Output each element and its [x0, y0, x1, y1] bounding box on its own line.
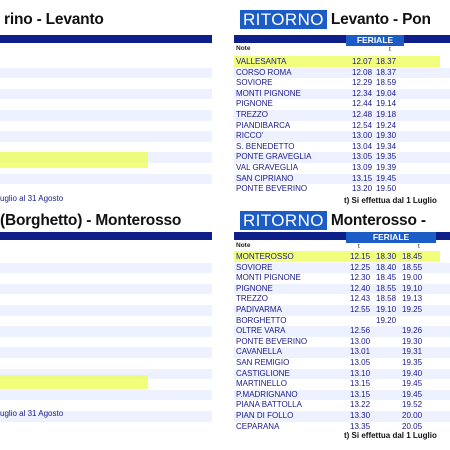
table-row — [234, 57, 450, 68]
departure-time: 12.25 — [350, 262, 371, 272]
stop-name: PIGNONE — [236, 99, 273, 109]
bottom-left-footer: uglio al 31 Agosto — [0, 409, 64, 418]
table-row — [0, 326, 212, 337]
stop-name: PIAN DI FOLLO — [236, 411, 294, 420]
departure-time: 18.59 — [376, 78, 397, 88]
table-row — [234, 263, 450, 274]
table-row — [0, 142, 212, 153]
bottom-right-footer-text: t) Si effettua dal 1 Luglio — [344, 431, 437, 440]
top-left-blue-bar — [0, 35, 212, 43]
table-row — [234, 99, 450, 110]
top-right-panel — [234, 10, 450, 206]
departure-time: 13.15 — [352, 173, 373, 183]
bottom-feriale-label: FERIALE — [346, 232, 436, 243]
table-row — [234, 273, 450, 284]
departure-time: 19.52 — [402, 400, 423, 410]
stop-name: SOVIORE — [236, 262, 273, 272]
table-row — [0, 337, 212, 348]
stop-name: MONTI PIGNONE — [236, 88, 301, 98]
stop-name: MARTINELLO — [236, 379, 287, 389]
table-row — [234, 379, 450, 390]
stop-name: SAN REMIGIO — [236, 358, 290, 367]
departure-time: 19.45 — [376, 173, 397, 183]
table-row — [234, 369, 450, 380]
table-row — [0, 294, 212, 305]
departure-time: 12.30 — [350, 273, 371, 283]
departure-time: 13.05 — [352, 152, 373, 162]
table-row — [234, 89, 450, 100]
departure-time: 19.39 — [376, 163, 397, 172]
table-row — [0, 57, 212, 68]
departure-time: 19.14 — [376, 99, 397, 109]
departure-time: 19.04 — [376, 88, 397, 98]
stop-name: PADIVARMA — [236, 305, 282, 314]
departure-time: 19.25 — [402, 305, 423, 314]
table-row — [0, 78, 212, 89]
stop-name: CASTIGLIONE — [236, 368, 290, 378]
stop-name: PIGNONE — [236, 283, 273, 293]
table-row — [0, 263, 212, 274]
departure-time: 12.07 — [352, 57, 373, 66]
stop-name: P.MADRIGNANO — [236, 389, 298, 399]
departure-time: 12.43 — [350, 294, 371, 304]
top-right-footer — [344, 196, 437, 205]
table-row — [0, 99, 212, 110]
table-row — [234, 68, 450, 79]
table-row — [0, 131, 212, 142]
table-row — [234, 284, 450, 295]
departure-time: 19.40 — [402, 368, 423, 378]
departure-time: 13.00 — [350, 336, 371, 346]
table-row — [0, 316, 212, 327]
table-row — [234, 390, 450, 401]
departure-time: 19.45 — [402, 389, 423, 399]
table-row — [0, 422, 212, 433]
departure-time: 19.10 — [376, 305, 397, 314]
departure-time: 18.55 — [376, 283, 397, 293]
top-right-title: Levanto - Pon — [330, 10, 431, 28]
stop-name: BORGHETTO — [236, 315, 287, 325]
departure-time: 18.55 — [402, 262, 423, 272]
departure-time: 12.55 — [350, 305, 371, 314]
stop-name: RICCO' — [236, 131, 264, 141]
bottom-note-header: Note — [236, 242, 251, 249]
stop-name: SOVIORE — [236, 78, 273, 88]
stop-name: VAL GRAVEGLIA — [236, 163, 299, 172]
table-row — [0, 110, 212, 121]
departure-time: 13.22 — [350, 400, 371, 410]
stop-name: PONTE BEVERINO — [236, 336, 308, 346]
table-row — [234, 294, 450, 305]
table-row — [0, 305, 212, 316]
table-row — [234, 326, 450, 337]
departure-time: 13.15 — [350, 379, 371, 389]
departure-time: 13.20 — [352, 184, 373, 194]
table-row — [234, 184, 450, 195]
departure-time: 18.30 — [376, 252, 397, 261]
bottom-left-title-bar — [0, 211, 212, 230]
departure-time: 19.34 — [376, 141, 397, 151]
stop-name: PONTE BEVERINO — [236, 184, 308, 194]
table-row — [0, 174, 212, 185]
bottom-left-panel — [0, 211, 212, 450]
departure-time: 19.26 — [402, 326, 423, 336]
departure-time: 20.00 — [402, 411, 423, 420]
departure-time: 19.31 — [402, 347, 423, 357]
departure-time: 19.24 — [376, 120, 397, 130]
top-note-header: Note — [236, 45, 251, 52]
table-row — [0, 390, 212, 401]
bottom-right-title: Monterosso - — [330, 211, 426, 229]
top-right-title-bar — [240, 10, 450, 29]
table-row — [234, 358, 450, 369]
stop-name: VALLESANTA — [236, 57, 287, 66]
table-row — [234, 163, 450, 174]
departure-time: 13.35 — [350, 421, 371, 431]
departure-time: 18.37 — [376, 57, 397, 66]
stop-name: MONTI PIGNONE — [236, 273, 301, 283]
departure-time: 18.58 — [376, 294, 397, 304]
stop-name: PONTE GRAVEGLIA — [236, 152, 312, 162]
table-row — [234, 411, 450, 422]
departure-time: 19.30 — [402, 336, 423, 346]
stop-name: S. BENEDETTO — [236, 141, 295, 151]
departure-time: 12.44 — [352, 99, 373, 109]
bottom-right-title-bar — [240, 211, 450, 230]
table-row — [234, 110, 450, 121]
table-row — [234, 174, 450, 185]
stop-name: TREZZO — [236, 294, 268, 304]
departure-time: 13.01 — [350, 347, 371, 357]
top-t-header: t — [389, 46, 391, 53]
table-row — [234, 337, 450, 348]
table-row — [234, 305, 450, 316]
departure-time: 12.40 — [350, 283, 371, 293]
table-row — [234, 152, 450, 163]
bottom-left-title: (Borghetto) - Monterosso — [0, 211, 182, 229]
departure-time: 19.50 — [376, 184, 397, 194]
table-row — [0, 68, 212, 79]
bottom-right-panel — [234, 211, 450, 450]
bottom-ritorno-badge: RITORNO — [240, 211, 327, 230]
table-row — [0, 358, 212, 369]
stop-name: PIANA BATTOLLA — [236, 400, 302, 410]
top-left-panel — [0, 10, 212, 206]
departure-time: 13.10 — [350, 368, 371, 378]
departure-time: 12.48 — [352, 110, 373, 119]
stop-name: CAVANELLA — [236, 347, 282, 357]
departure-time: 19.35 — [376, 152, 397, 162]
table-row — [0, 252, 212, 263]
bottom-left-blue-bar — [0, 232, 212, 240]
table-row — [0, 347, 212, 358]
top-right-footer-text: t) Si effettua dal 1 Luglio — [344, 196, 437, 205]
departure-time: 19.10 — [402, 283, 423, 293]
departure-time: 18.45 — [376, 273, 397, 283]
bottom-right-footer — [344, 431, 437, 440]
table-row — [0, 273, 212, 284]
table-row — [234, 347, 450, 358]
table-row — [0, 89, 212, 100]
bottom-t-header-1: t — [358, 243, 360, 250]
stop-name: PIANDIBARCA — [236, 120, 291, 130]
departure-time: 12.34 — [352, 88, 373, 98]
top-ritorno-badge: RITORNO — [240, 10, 327, 29]
table-row — [234, 400, 450, 411]
departure-time: 12.56 — [350, 326, 371, 336]
stop-name: TREZZO — [236, 110, 268, 119]
departure-time: 13.09 — [352, 163, 373, 172]
departure-time: 12.15 — [350, 252, 371, 261]
departure-time: 19.13 — [402, 294, 423, 304]
top-left-title-bar — [4, 10, 212, 29]
table-row — [0, 284, 212, 295]
departure-time: 13.00 — [352, 131, 373, 141]
table-row — [234, 78, 450, 89]
departure-time: 19.35 — [402, 358, 423, 367]
top-left-title: rino - Levanto — [4, 10, 104, 28]
top-feriale-label: FERIALE — [346, 35, 404, 46]
departure-time: 19.20 — [376, 315, 397, 325]
departure-time: 12.54 — [352, 120, 373, 130]
stop-name: OLTRE VARA — [236, 326, 286, 336]
departure-time: 18.40 — [376, 262, 397, 272]
bottom-t-header-2: t — [418, 243, 420, 250]
departure-time: 20.05 — [402, 421, 423, 431]
departure-time: 12.08 — [352, 67, 373, 77]
departure-time: 13.05 — [350, 358, 371, 367]
departure-time: 19.18 — [376, 110, 397, 119]
stop-name: SAN CIPRIANO — [236, 173, 294, 183]
table-row — [0, 121, 212, 132]
stop-name: CORSO ROMA — [236, 67, 292, 77]
stop-name: CEPARANA — [236, 421, 280, 431]
departure-time: 13.04 — [352, 141, 373, 151]
table-row — [234, 142, 450, 153]
departure-time: 19.30 — [376, 131, 397, 141]
table-row — [234, 252, 450, 263]
departure-time: 13.15 — [350, 389, 371, 399]
departure-time: 19.00 — [402, 273, 423, 283]
stop-name: MONTEROSSO — [236, 252, 294, 261]
departure-time: 18.45 — [402, 252, 423, 261]
departure-time: 13.30 — [350, 411, 371, 420]
table-row — [234, 121, 450, 132]
table-row — [234, 131, 450, 142]
departure-time: 12.29 — [352, 78, 373, 88]
departure-time: 18.37 — [376, 67, 397, 77]
departure-time: 19.45 — [402, 379, 423, 389]
top-left-footer: uglio al 31 Agosto — [0, 194, 64, 203]
top-left-highlight — [0, 152, 148, 168]
top-right-blue-bar — [234, 35, 450, 43]
table-row — [234, 316, 450, 327]
bottom-left-highlight — [0, 375, 148, 389]
